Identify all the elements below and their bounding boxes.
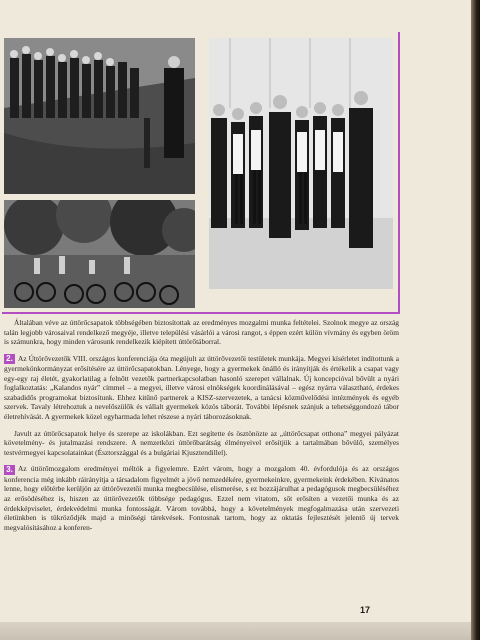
paragraph-section-3 [4, 464, 399, 532]
paragraph-section-2 [4, 354, 399, 422]
paragraph-schools [4, 429, 399, 458]
page-number: 17 [360, 605, 371, 615]
photo-woods-bicycles [4, 200, 195, 308]
paragraph-text: Az Úttörővezetők VIII. országos konferenciája óta megújult az úttörővezetői testületek munkája. Megyei kísérletet indítottunk a gyermekönkormányzat erősítésére az úttörőcsapatokban. Lényege, hogy a gyermekek önálló és irányítják és értékelik a csapat vagy egy-egy raj életét, gyakorlatilag a felnőtt vezetők partnerkapcsolatban hasonló szerepet vállalnak. Új koncepcióval bővült a nyári foglalkoztatás: „Kalandos nyár” címmel – a megyei, illetve városi elnökségek koordinálásával – egész nyárra választható, érdekes szabadidős programokat biztosítunk. Ehhez kitűnő partnerek a KISZ-szervezetek, a tanácsi közművelődési intézmények és egyéb szervek. Tavaly létrehoztuk a nevelőszülők és vállalt gyermekek közös táborát. További lépésnek szánjuk a tehetséggondozó tábor életrehívását. A gyermekek közel egyharmada lehet részese a nyári táborozásoknak. [4, 353, 399, 422]
paragraph-text: Általában véve az úttörőcsapatok többségében biztosítottak az eredményes mozgalmi munka feltételei. Szolnok megye az ország talán legjobb városaival rendelkező megyéje, illetve települési vásárlói a városi rangot, s éppen ezért külön vívmány és egyben öröm is számunkra, hogy minden városunk rendelkezik kiépített úttörőtáborral. [4, 318, 399, 347]
paragraph-intro [4, 318, 399, 347]
photo-uniformed-group [209, 38, 393, 289]
article-text [4, 318, 399, 539]
paragraph-text: Az úttörőmozgalom eredményei méltók a figyelemre. Ezért várom, hogy a mozgalom 40. évfordulója és az országos konferencia még inkább ráirányítja a társadalom figyelmét a jövő nemzedékére, gyermekeinkre, gyermekeink érdekében. Kívánatos lenne, hogy előtérbe kerüljön az úttörővezetői munka megbecsülése, elismerése, s ez hozzájárulhat a pedagógusok megbecsüléséhez az erősödéséhez is, hiszen az úttörővezetők többsége pedagógus. Ezzel nem vitatom, sőt erősíten a vezetői munka és az érdekképviselet, érdekvédelmi munka fontosságát. Várom továbbá, hogy a követelmények megfogalmazása után szervezeti életünkben is tükröződjék majd a minőségi tárekvések. Fontosnak tartom, hogy az oktatás fejlesztését jelentő új tervek megvalósításához a konferen- [4, 464, 399, 532]
section-number-badge: 2. [4, 354, 15, 364]
paragraph-text: Javult az úttörőcsapatok helye és szerepe az iskolákban. Ezt segítette és ösztönözte az „úttörőcsapat otthona” megyei pályázat követelmény- és jutalmazási rendszere. A nemzetközi úttörőbarátság élményeivel erősítjük a tartalmában bővülő, személyes testvérmegyei kapcsolatainkat (Észtországgal és a bulgáriai Kjusztendillel). [4, 428, 399, 457]
bottom-edge [0, 622, 471, 640]
book-spine [471, 0, 480, 640]
section-number-badge: 3. [4, 465, 15, 475]
photo-outdoor-group [4, 38, 195, 194]
